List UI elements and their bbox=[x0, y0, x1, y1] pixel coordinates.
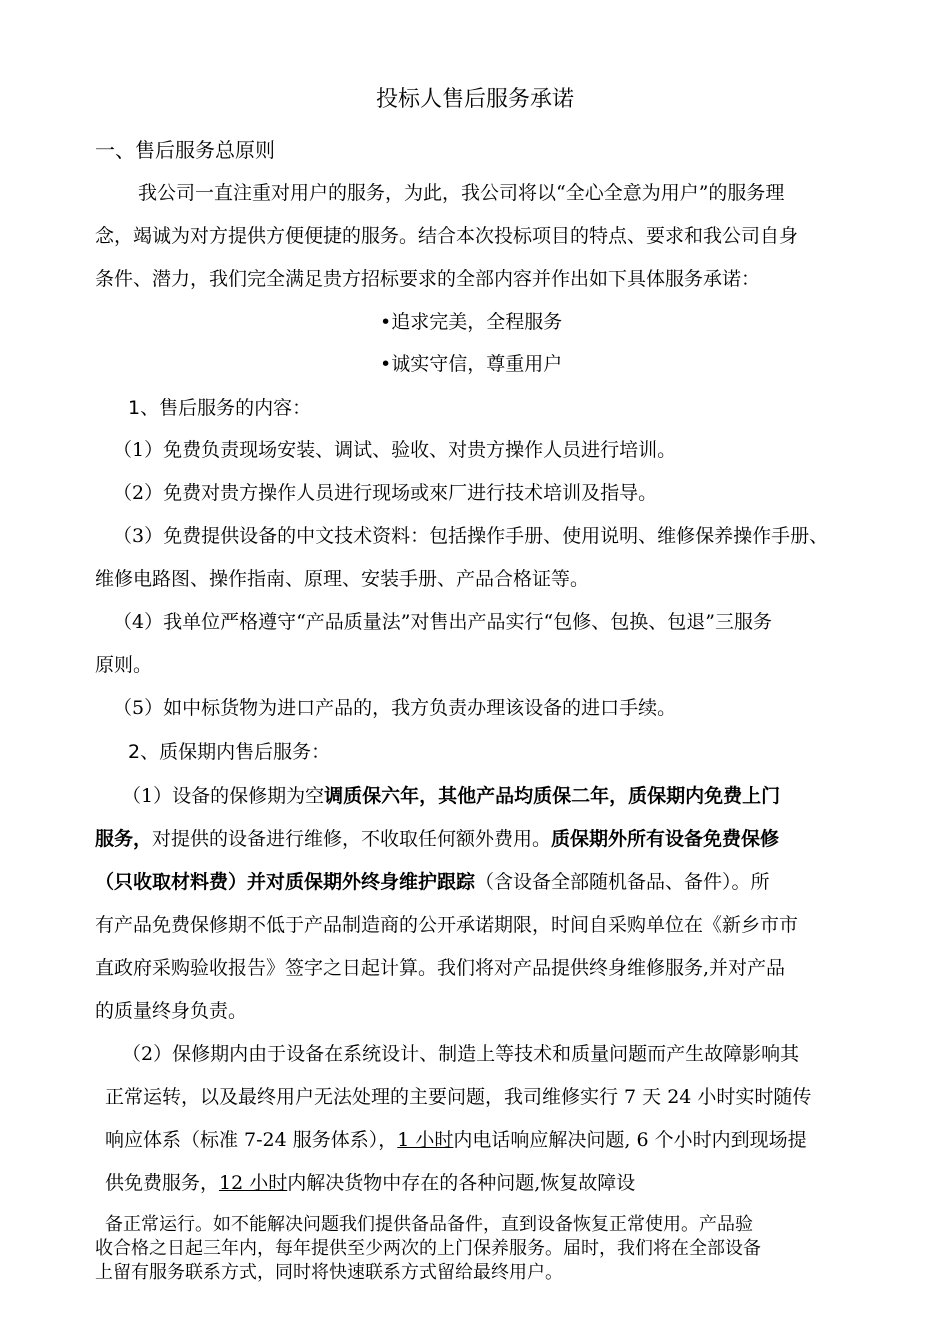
paragraph-line: 的质量终身负责。 bbox=[95, 1000, 248, 1022]
paragraph-line bbox=[105, 1128, 807, 1152]
paragraph-line: 上留有服务联系方式，同时将快速联系方式留给最终用户。 bbox=[95, 1262, 563, 1283]
bold-text-run: 服务， bbox=[95, 828, 153, 850]
document-title: 投标人售后服务承诺 bbox=[375, 87, 574, 112]
list-item: （5）如中标货物为进口产品的，我方负责办理该设备的进口手续。 bbox=[113, 697, 677, 719]
section-heading: 一、售后服务总原则 bbox=[95, 138, 275, 162]
paragraph-line: （2）保修期内由于设备在系统设计、制造上等技术和质量问题而产生故障影响其 bbox=[122, 1043, 800, 1065]
text-run: （1）设备的保修期为空 bbox=[122, 785, 325, 807]
bullet-item: •追求完美，全程服务 bbox=[380, 311, 563, 333]
paragraph-line: 有产品免费保修期不低于产品制造商的公开承诺期限，时间自采购单位在《新乡市市 bbox=[95, 914, 799, 936]
text-run: 对提供的设备进行维修，不收取任何额外费用。 bbox=[152, 828, 552, 850]
bold-text-run: （只收取材料费）并对质保期外终身维护跟踪 bbox=[95, 871, 476, 893]
paragraph-line bbox=[122, 784, 780, 809]
list-item-continuation: 维修电路图、操作指南、原理、安装手册、产品合格证等。 bbox=[95, 568, 590, 590]
paragraph-line: 念，竭诚为对方提供方便便捷的服务。结合本次投标项目的特点、要求和我公司自身 bbox=[95, 225, 799, 247]
paragraph-line: 备正常运行。如不能解决问题我们提供备品备件，直到设备恢复正常使用。产品验 bbox=[105, 1214, 753, 1235]
paragraph-line: 条件、潜力，我们完全满足贵方招标要求的全部内容并作出如下具体服务承诺： bbox=[95, 268, 761, 290]
text-run: 供免费服务， bbox=[105, 1172, 220, 1194]
subsection-heading: 2、质保期内售后服务： bbox=[128, 741, 331, 763]
subsection-heading: 1、售后服务的内容： bbox=[128, 397, 312, 419]
paragraph-line bbox=[95, 827, 779, 852]
paragraph-line: 直政府采购验收报告》签字之日起计算。我们将对产品提供终身维修服务,并对产品 bbox=[95, 957, 786, 979]
paragraph-line: 我公司一直注重对用户的服务，为此，我公司将以“全心全意为用户”的服务理 bbox=[138, 182, 785, 204]
paragraph-line: 收合格之日起三年内，每年提供至少两次的上门保养服务。届时，我们将在全部设备 bbox=[95, 1238, 761, 1259]
underlined-text-run: 1 小时 bbox=[397, 1129, 454, 1151]
text-run: 内电话响应解决问题, 6 个小时内到现场提 bbox=[453, 1129, 807, 1151]
list-item: （2）免费对贵方操作人员进行现场或來厂进行技术培训及指导。 bbox=[113, 482, 658, 504]
text-run: 内解决货物中存在的各种问题,恢复故障设 bbox=[287, 1172, 636, 1194]
bold-text-run: 调质保六年，其他产品均质保二年，质保期内免费上门 bbox=[324, 785, 781, 807]
list-item: （1）免费负责现场安装、调试、验收、对贵方操作人员进行培训。 bbox=[113, 439, 677, 461]
paragraph-line bbox=[95, 870, 770, 895]
text-run: 响应体系（标准 7-24 服务体系）， bbox=[105, 1129, 398, 1151]
bold-text-run: 质保期外所有设备免费保修 bbox=[551, 828, 780, 850]
underlined-text-run: 12 小时 bbox=[219, 1172, 288, 1194]
list-item: （3）免费提供设备的中文技术资料：包括操作手册、使用说明、维修保养操作手册、 bbox=[113, 525, 829, 547]
bullet-item: •诚实守信，尊重用户 bbox=[380, 353, 563, 375]
list-item-continuation: 原则。 bbox=[95, 654, 153, 676]
paragraph-line: 正常运转，以及最终用户无法处理的主要问题，我司维修实行 7 天 24 小时实时随传 bbox=[105, 1086, 812, 1108]
list-item: （4）我单位严格遵守“产品质量法”对售出产品实行“包修、包换、包退”三服务 bbox=[113, 611, 772, 633]
text-run: （含设备全部随机备品、备件）。所 bbox=[475, 871, 770, 893]
paragraph-line bbox=[105, 1171, 635, 1195]
